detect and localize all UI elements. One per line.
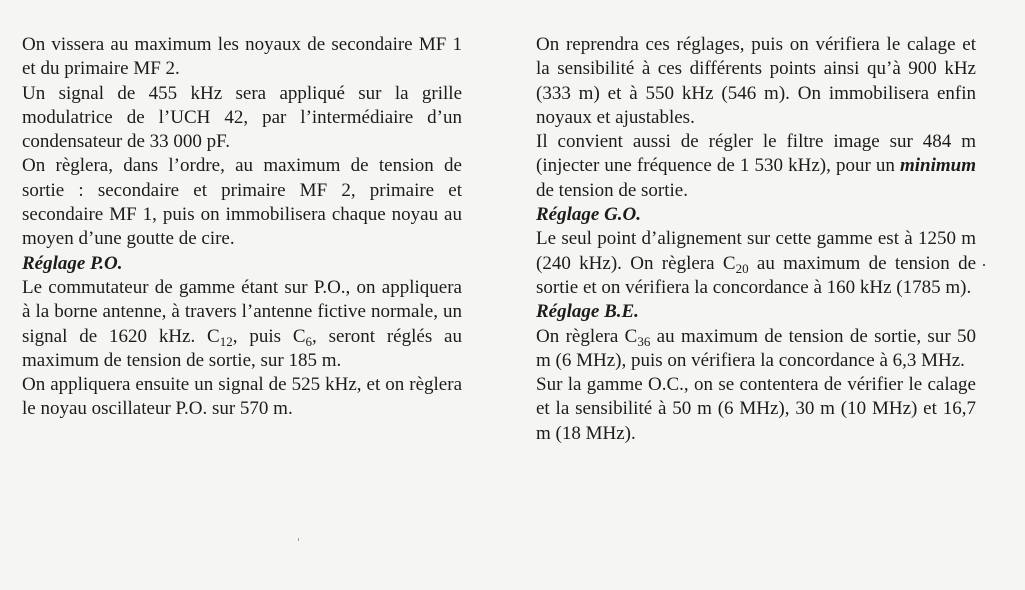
- paragraph-mf-noyaux: On vissera au maximum les noyaux de secondaire MF 1 et du primaire MF 2.: [22, 34, 462, 80]
- text-segment: au maximum de tension de sortie, sur 50 m (6 MHz), puis on vérifiera la concordance à 6,3 MHz.: [536, 325, 976, 371]
- paragraph-gamme-oc: Sur la gamme O.C., on se contentera de vérifier le calage et la sensibilité à 50 m (6 MHz), 30 m (10 MHz) et 16,7 m (18 MHz).: [536, 374, 976, 444]
- paragraph-signal-525: On appliquera ensuite un signal de 525 kHz, et on règlera le noyau oscillateur P.O. sur 570 m.: [22, 374, 462, 420]
- scan-speck: [298, 538, 299, 541]
- text-segment: On règlera C: [536, 325, 638, 347]
- text-segment: Le commutateur de gamme étant sur P.O., on appliquera à la borne antenne, à travers l’antenne fictive normale, un signal de 1620 kHz. C: [22, 276, 462, 347]
- paragraph-ordre-reglage: On règlera, dans l’ordre, au maximum de tension de sortie : secondaire et primaire MF 2, primaire et secondaire MF 1, puis on immobilisera chaque noyau au moyen d’une goutte de cire.: [22, 155, 462, 250]
- heading-reglage-be: Réglage B.E.: [536, 301, 639, 323]
- paragraph-alignement-go: [536, 227, 976, 300]
- subscript: 12: [219, 333, 233, 349]
- paragraph-reprise-reglages: On reprendra ces réglages, puis on vérifiera le calage et la sensibilité à ces différents points ainsi qu’à 900 kHz (333 m) et à 550 kHz (546 m). On immobilisera enfin noyaux et ajustables.: [536, 34, 976, 128]
- text-segment: Il convient aussi de régler le filtre image sur 484 m (injecter une fréquence de 1 530 kHz), pour un: [536, 131, 976, 177]
- subscript: 36: [637, 333, 651, 349]
- paragraph-reglage-c36: [536, 325, 976, 374]
- text-segment: , puis C: [232, 325, 306, 347]
- paragraph-commutateur-po: [22, 276, 462, 373]
- heading-reglage-po: Réglage P.O.: [22, 252, 123, 274]
- text-segment: au maximum de tension de sortie et on vérifiera la concordance à 160 kHz (1785 m).: [536, 252, 977, 298]
- emphasis-minimum: minimum: [899, 155, 976, 177]
- paragraph-filtre-image: [536, 130, 976, 203]
- text-segment: de tension de sortie.: [536, 179, 688, 201]
- scan-speck: [983, 264, 985, 266]
- subscript: 6: [305, 333, 312, 349]
- text-segment: Le seul point d’alignement sur cette gamme est à 1250 m (240 kHz). On règlera C: [536, 228, 976, 274]
- heading-reglage-go: Réglage G.O.: [536, 204, 642, 226]
- right-column: [536, 33, 976, 446]
- paragraph-signal-455: Un signal de 455 kHz sera appliqué sur la grille modulatrice de l’UCH 42, par l’intermédiaire d’un condensateur de 33 000 pF.: [22, 82, 462, 153]
- left-column: [22, 33, 462, 422]
- subscript: 20: [735, 260, 749, 276]
- text-segment: , seront réglés au maximum de tension de sortie, sur 185 m.: [22, 325, 462, 371]
